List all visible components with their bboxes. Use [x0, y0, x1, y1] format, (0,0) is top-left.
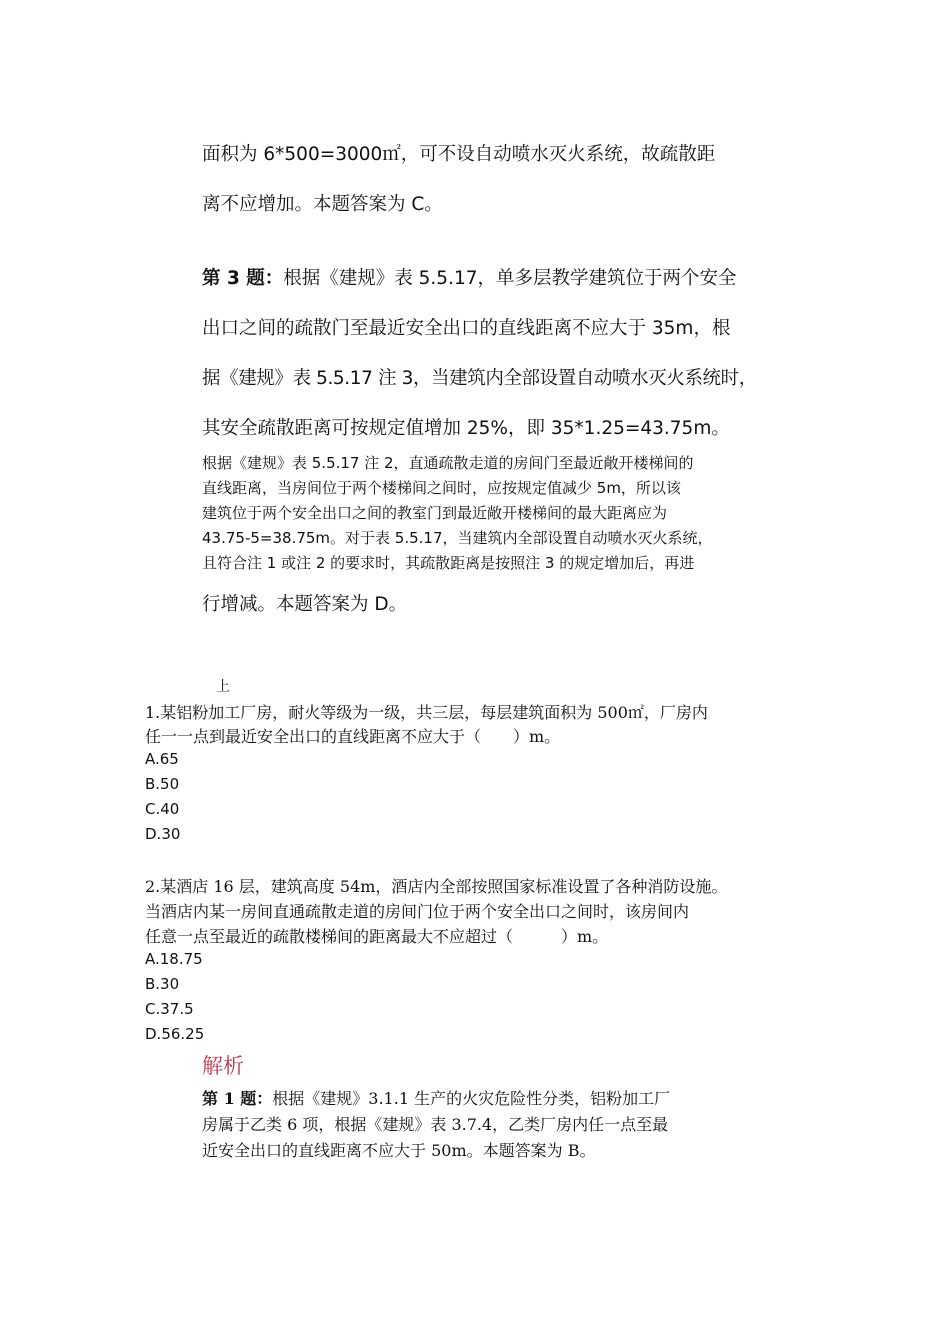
text-line: 面积为 6*500=3000㎡，可不设自动喷水灭火系统，故疏散距	[202, 144, 716, 165]
option-b: B.30	[145, 975, 180, 993]
q3-text: 根据《建规》表 5.5.17，单多层教学建筑位于两个安全	[283, 268, 737, 289]
analysis-line: 房属于乙类 6 项，根据《建规》表 3.7.4，乙类厂房内任一点至最	[202, 1115, 669, 1134]
section-marker: 上	[216, 679, 230, 695]
analysis-line: 近安全出口的直线距离不应大于 50m。本题答案为 B。	[202, 1141, 596, 1160]
text-line: 且符合注 1 或注 2 的要求时，其疏散距离是按照注 3 的规定增加后，再进	[202, 554, 695, 572]
analysis-heading: 解析	[202, 1054, 244, 1078]
analysis-line	[202, 1086, 670, 1109]
analysis-text: 根据《建规》3.1.1 生产的火灾危险性分类，铝粉加工厂	[272, 1089, 671, 1108]
text-line: 根据《建规》表 5.5.17 注 2，直通疏散走道的房间门至最近敞开楼梯间的	[202, 454, 694, 472]
option-c: C.37.5	[145, 1000, 194, 1018]
text-line: 建筑位于两个安全出口之间的教室门到最近敞开楼梯间的最大距离应为	[202, 504, 668, 522]
q3-paragraph-line	[202, 264, 737, 290]
text-line: 43.75-5=38.75m。对于表 5.5.17，当建筑内全部设置自动喷水灭火系统，	[202, 529, 713, 547]
analysis-label: 第 1 题：	[202, 1089, 273, 1108]
text-line: 其安全疏散距离可按规定值增加 25%，即 35*1.25=43.75m。	[202, 418, 730, 439]
question2-line: 2.某酒店 16 层，建筑高度 54m，酒店内全部按照国家标准设置了各种消防设施。	[145, 877, 728, 896]
option-a: A.18.75	[145, 950, 203, 968]
question1-line: 1.某铝粉加工厂房，耐火等级为一级，共三层，每层建筑面积为 500㎡，厂房内	[145, 703, 708, 722]
text-line: 离不应增加。本题答案为 C。	[202, 194, 443, 215]
option-c: C.40	[145, 800, 180, 818]
q3-label: 第 3 题：	[202, 268, 284, 289]
question2-line: 当酒店内某一房间直通疏散走道的房间门位于两个安全出口之间时，该房间内	[145, 902, 690, 921]
option-d: D.56.25	[145, 1025, 205, 1043]
option-a: A.65	[145, 750, 179, 768]
question2-line: 任意一点至最近的疏散楼梯间的距离最大不应超过（ ）m。	[145, 927, 609, 946]
text-line: 行增减。本题答案为 D。	[202, 594, 408, 615]
text-line: 直线距离，当房间位于两个楼梯间之间时，应按规定值减少 5m，所以该	[202, 479, 681, 497]
text-line: 据《建规》表 5.5.17 注 3，当建筑内全部设置自动喷水灭火系统时，	[202, 368, 757, 389]
text-line: 出口之间的疏散门至最近安全出口的直线距离不应大于 35m，根	[202, 318, 731, 339]
option-b: B.50	[145, 775, 180, 793]
question1-line: 任一一点到最近安全出口的直线距离不应大于（ ）m。	[145, 727, 561, 746]
option-d: D.30	[145, 825, 181, 843]
